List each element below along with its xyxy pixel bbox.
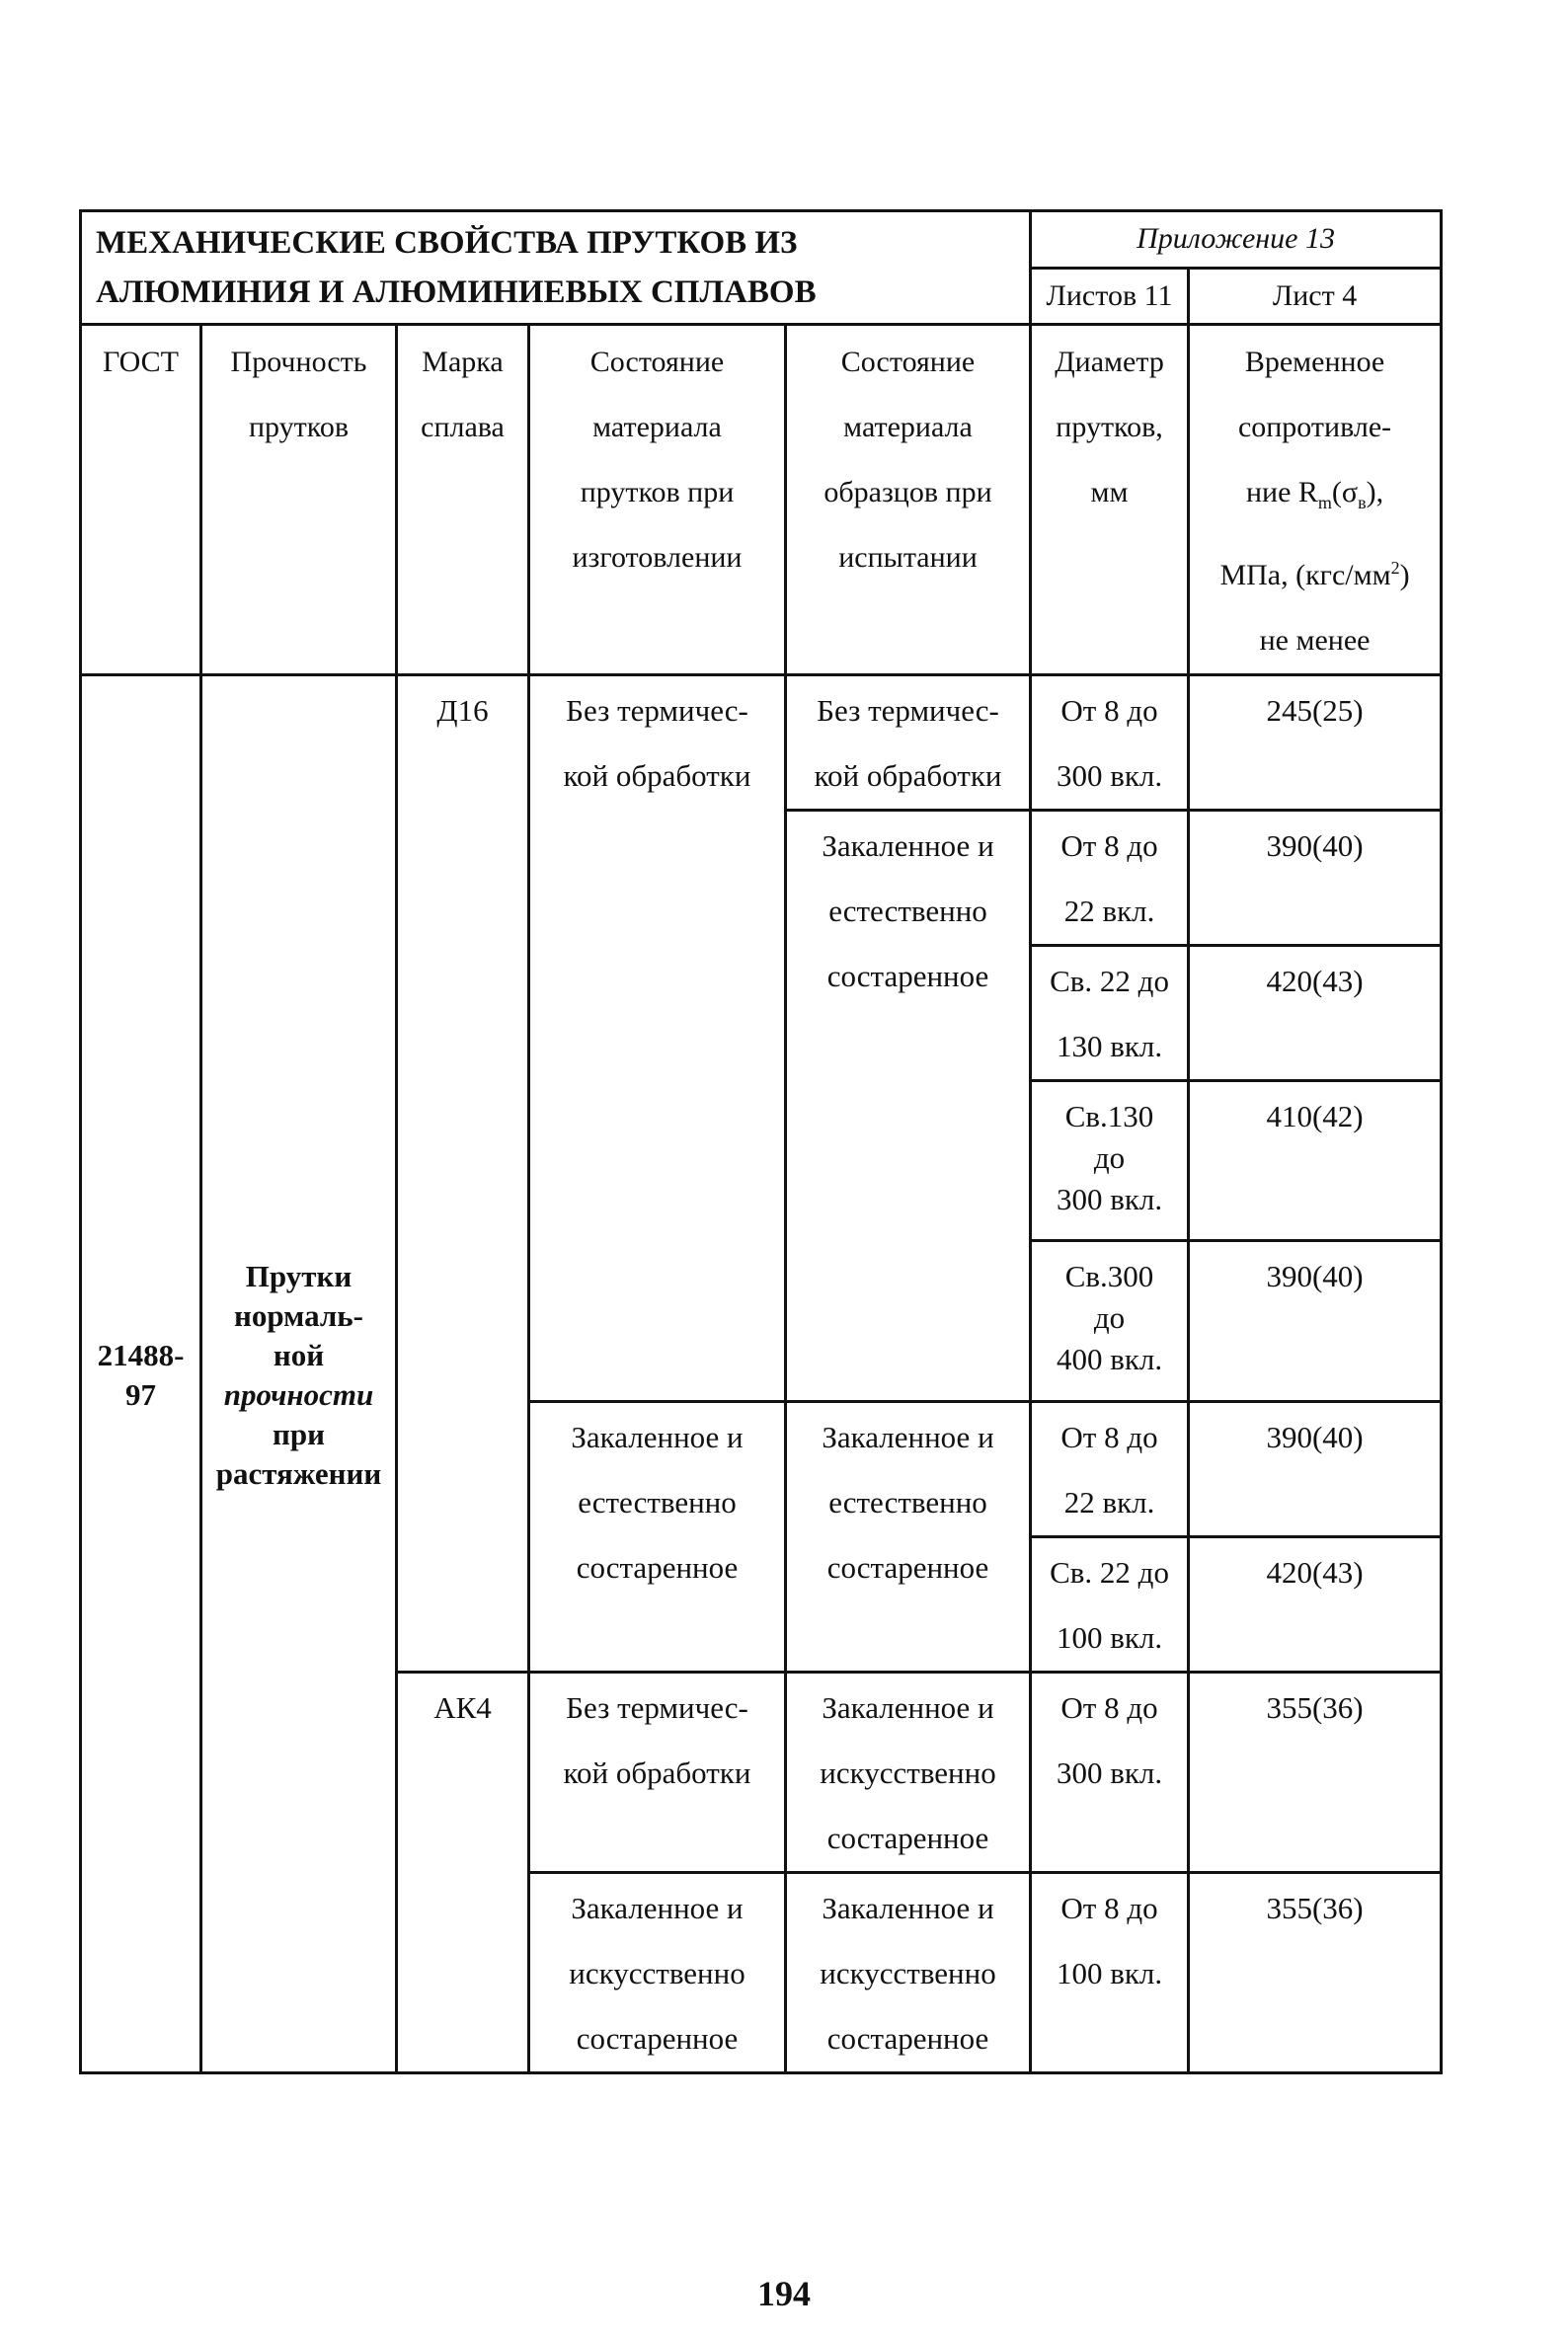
document-title: МЕХАНИЧЕСКИЕ СВОЙСТВА ПРУТКОВ ИЗ АЛЮМИНИЯ И АЛЮМИНИЕВЫХ СПЛАВОВ xyxy=(81,211,1031,325)
diameter-cell: Св. 22 до 130 вкл. xyxy=(1031,946,1189,1081)
sheet-number: Лист 4 xyxy=(1189,268,1442,325)
state-test-quenched-artificial: Закаленное и искусственно состаренное xyxy=(786,1873,1031,2073)
gost-number: 21488- 97 xyxy=(81,675,201,2073)
state-test-quenched-artificial: Закаленное и искусственно состаренное xyxy=(786,1673,1031,1873)
resistance-cell: 355(36) xyxy=(1189,1873,1442,2073)
col-state-test: Состояние материала образцов при испытании xyxy=(786,325,1031,675)
diameter-cell: От 8 до 100 вкл. xyxy=(1031,1873,1189,2073)
state-mfg-quenched-natural: Закаленное и естественно состаренное xyxy=(529,1402,786,1673)
state-test-quenched-natural: Закаленное и естественно состаренное xyxy=(786,1402,1031,1673)
col-grade: Марка сплава xyxy=(397,325,529,675)
resistance-cell: 390(40) xyxy=(1189,1402,1442,1537)
state-test-quenched-natural: Закаленное и естественно состаренное xyxy=(786,811,1031,1402)
properties-table xyxy=(79,209,1443,2074)
resistance-cell: 410(42) xyxy=(1189,1081,1442,1241)
diameter-cell: От 8 до 300 вкл. xyxy=(1031,675,1189,811)
diameter-cell: От 8 до 22 вкл. xyxy=(1031,811,1189,946)
resistance-cell: 355(36) xyxy=(1189,1673,1442,1873)
document-sheet xyxy=(79,209,1440,2074)
resistance-cell: 420(43) xyxy=(1189,946,1442,1081)
state-mfg-quenched-artificial: Закаленное и искусственно состаренное xyxy=(529,1873,786,2073)
diameter-cell: Св.130 до 300 вкл. xyxy=(1031,1081,1189,1241)
col-diameter: Диаметр прутков, мм xyxy=(1031,325,1189,675)
appendix-label: Приложение 13 xyxy=(1031,211,1442,269)
col-state-manufacture: Состояние материала прутков при изготовлении xyxy=(529,325,786,675)
diameter-cell: Св.300 до 400 вкл. xyxy=(1031,1241,1189,1402)
strength-class: Прутки нормаль- ной прочности при растяжении xyxy=(201,675,397,2073)
state-mfg-no-heat: Без термичес- кой обработки xyxy=(529,1673,786,1873)
col-resistance: Временное сопротивле- ние $R_m(\sigma_в)$, МПа, $(кгс/мм^2)$ не менее xyxy=(1189,325,1442,675)
grade-ak4: АК4 xyxy=(397,1673,529,2073)
state-mfg-no-heat: Без термичес- кой обработки xyxy=(529,675,786,1402)
col-strength: Прочность прутков xyxy=(201,325,397,675)
sheets-total: Листов 11 xyxy=(1031,268,1189,325)
state-test-no-heat: Без термичес- кой обработки xyxy=(786,675,1031,811)
page-number: 194 xyxy=(757,2274,811,2313)
resistance-cell: 390(40) xyxy=(1189,811,1442,946)
resistance-cell: 420(43) xyxy=(1189,1537,1442,1673)
resistance-cell: 245(25) xyxy=(1189,675,1442,811)
resistance-cell: 390(40) xyxy=(1189,1241,1442,1402)
diameter-cell: От 8 до 22 вкл. xyxy=(1031,1402,1189,1537)
diameter-cell: Св. 22 до 100 вкл. xyxy=(1031,1537,1189,1673)
diameter-cell: От 8 до 300 вкл. xyxy=(1031,1673,1189,1873)
col-gost: ГОСТ xyxy=(81,325,201,675)
grade-d16: Д16 xyxy=(397,675,529,1673)
